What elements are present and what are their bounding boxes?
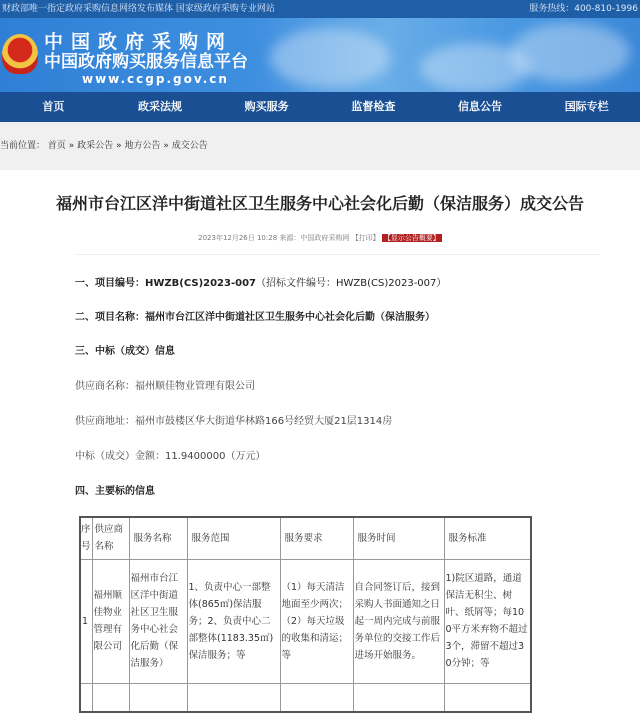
section-main-items: 四、主要标的信息 xyxy=(75,486,155,497)
header-supplier: 供应商名称 xyxy=(92,517,129,559)
nav-international[interactable]: 国际专栏 xyxy=(564,100,609,113)
breadcrumb xyxy=(0,140,208,152)
breadcrumb-deal-notices[interactable]: 成交公告 xyxy=(171,141,208,151)
nav-home[interactable]: 首页 xyxy=(42,100,65,113)
header-service-time: 服务时间 xyxy=(353,517,444,559)
breadcrumb-prefix: 当前位置： xyxy=(0,141,46,151)
header-service-requirement: 服务要求 xyxy=(280,517,353,559)
section-award-info: 三、中标（成交）信息 xyxy=(75,346,175,357)
supplier-name: 供应商名称：福州顺佳物业管理有限公司 xyxy=(75,381,255,392)
empty-cell xyxy=(129,683,187,712)
cell-service-scope: 1、负责中心一部整体(865㎡)保洁服务；2、负责中心二部整体(1183.35㎡)保洁服务；等 xyxy=(187,559,280,683)
table-row xyxy=(80,559,531,683)
table-header xyxy=(80,517,531,559)
project-name-label: 二、项目名称： xyxy=(75,312,145,323)
top-bar xyxy=(0,0,640,18)
nav-regulations[interactable]: 政采法规 xyxy=(138,100,182,113)
header-service-standard: 服务标准 xyxy=(444,517,531,559)
empty-cell xyxy=(80,683,92,712)
breadcrumb-gov-notices[interactable]: 政采公告 xyxy=(77,141,114,151)
project-number-value: HWZB(CS)2023-007 xyxy=(145,278,256,289)
project-name xyxy=(75,311,435,324)
banner xyxy=(0,18,640,92)
national-emblem-icon xyxy=(2,34,38,74)
breadcrumb-sep: » xyxy=(116,141,122,151)
nav-announcements[interactable]: 信息公告 xyxy=(458,100,503,113)
supplier-address: 供应商地址：福州市鼓楼区华大街道华林路166号经贸大厦21层1314房 xyxy=(75,416,393,427)
cell-supplier: 福州顺佳物业管理有限公司 xyxy=(92,559,129,683)
main-nav xyxy=(0,92,640,122)
header-service-name: 服务名称 xyxy=(129,517,187,559)
project-name-value: 福州市台江区洋中街道社区卫生服务中心社会化后勤（保洁服务） xyxy=(145,312,435,323)
breadcrumb-sep: » xyxy=(163,141,169,151)
publish-date: 2023年12月26日 10:28 xyxy=(198,234,278,242)
logo-url: www.ccgp.gov.cn xyxy=(82,72,229,86)
cell-index: 1 xyxy=(80,559,92,683)
logo-title[interactable]: 中国政府采购网 xyxy=(44,31,234,53)
table-row-empty xyxy=(80,683,531,712)
empty-cell xyxy=(353,683,444,712)
empty-cell xyxy=(92,683,129,712)
empty-cell xyxy=(280,683,353,712)
award-amount: 中标（成交）金额：11.9400000（万元） xyxy=(75,451,266,462)
article-meta xyxy=(0,233,640,244)
divider xyxy=(75,254,600,255)
breadcrumb-local-notices[interactable]: 地方公告 xyxy=(124,141,161,151)
breadcrumb-home[interactable]: 首页 xyxy=(47,141,66,151)
main-items-table xyxy=(79,516,532,713)
tender-doc-number: （招标文件编号：HWZB(CS)2023-007） xyxy=(256,278,447,289)
project-number xyxy=(75,277,446,290)
empty-cell xyxy=(187,683,280,712)
logo-subtitle: 中国政府购买服务信息平台 xyxy=(44,52,248,72)
project-number-label: 一、项目编号： xyxy=(75,278,145,289)
cell-service-time: 自合同签订后，接到采购人书面通知之日起一周内完成与前服务单位的交接工作后进场开始服务。 xyxy=(353,559,444,683)
cell-service-name: 福州市台江区洋中街道社区卫生服务中心社会化后勤（保洁服务） xyxy=(129,559,187,683)
empty-cell xyxy=(444,683,531,712)
hotline: 服务热线：400-810-1996 xyxy=(529,4,638,14)
print-link[interactable]: 【打印】 xyxy=(351,234,380,242)
site-slogan: 财政部唯一指定政府采购信息网络发布媒体 国家级政府采购专业网站 xyxy=(2,4,275,14)
header-index: 序号 xyxy=(80,517,92,559)
cell-service-requirement: （1）每天清洁地面至少两次；（2）每天垃圾的收集和清运；等 xyxy=(280,559,353,683)
show-summary-button[interactable]: 【显示公告概要】 xyxy=(383,234,440,242)
breadcrumb-sep: » xyxy=(68,141,75,151)
cell-service-standard: 1)院区道路，通道保洁无积尘、树叶、纸屑等；每100平方米弃物不超过3个，滞留不超过30分钟；等 xyxy=(444,559,531,683)
nav-supervision[interactable]: 监督检查 xyxy=(351,100,396,113)
nav-purchase-services[interactable]: 购买服务 xyxy=(244,100,289,113)
header-service-scope: 服务范围 xyxy=(187,517,280,559)
page-title: 福州市台江区洋中街道社区卫生服务中心社会化后勤（保洁服务）成交公告 xyxy=(55,194,584,213)
source: 来源：中国政府采购网 xyxy=(279,234,350,242)
